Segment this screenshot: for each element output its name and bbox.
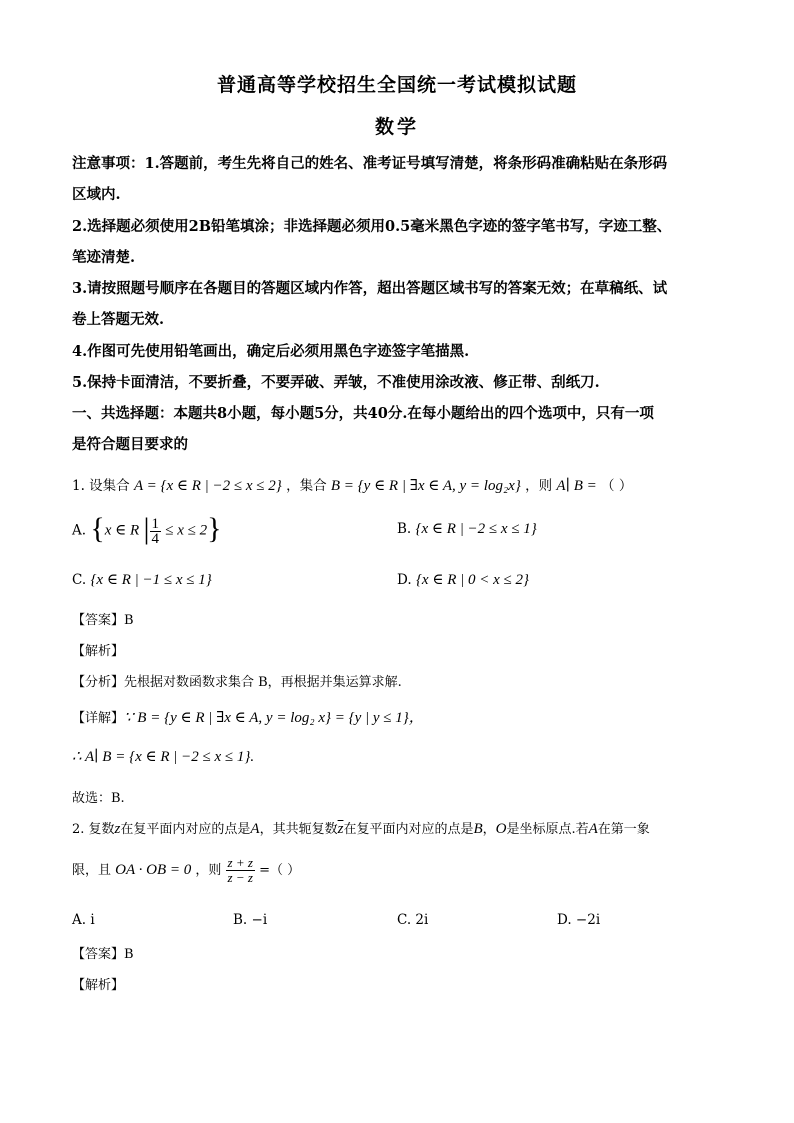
math-var: B (473, 821, 483, 837)
fraction-denominator: z − z (227, 870, 253, 885)
q2-option-b: B. −i (233, 912, 268, 928)
fraction (226, 856, 255, 885)
fraction (150, 517, 162, 546)
text: 在第一象 (597, 822, 650, 837)
q1-option-b (397, 519, 537, 538)
notice-line: 4.作图可先使用铅笔画出，确定后必须用黑色字迹签字笔描黑. (72, 343, 470, 360)
q1-detail-2 (72, 747, 732, 766)
text: 是坐标原点.若 (506, 822, 589, 837)
question-2-stem-line-2 (72, 856, 732, 885)
math-expr: OA · OB = 0 (115, 862, 192, 878)
notice-line: 笔迹清楚. (72, 249, 136, 266)
notice-line: 3.请按照题号顺序在各题目的答题区域内作答，超出答题区域书写的答案无效；在草稿纸、试 (72, 280, 668, 297)
detail-text: ∴ A∣ B = {x ∈ R | −2 ≤ x ≤ 1}. (72, 749, 255, 765)
brace-close: } (207, 512, 222, 545)
section-heading: 一、共选择题：本题共8小题，每小题5分，共40分.在每小题给出的四个选项中，只有一项 (72, 405, 654, 422)
option-text: {x ∈ R | −2 ≤ x ≤ 1} (415, 521, 537, 537)
exam-title: 普通高等学校招生全国统一考试模拟试题 (216, 74, 577, 96)
fraction-numerator: z + z (227, 855, 253, 870)
text: ，其共轭复数 (259, 822, 338, 837)
notice-line: 2.选择题必须使用2B铅笔填涂；非选择题必须用0.5毫米黑色字迹的签字笔书写，字迹工整、 (72, 218, 672, 235)
detail-text: ∵ B = {y ∈ R | ∃x ∈ A, y = log₂ x} = {y | y ≤ 1}， (124, 710, 424, 726)
notice-line: 卷上答题无效. (72, 311, 165, 328)
option-label: D. (397, 572, 412, 588)
option-label: A. (72, 522, 87, 539)
q1-option-d (397, 570, 529, 589)
notice-line: 5.保持卡面清洁，不要折叠，不要弄破、弄皱，不准使用涂改液、修正带、刮纸刀. (72, 374, 600, 391)
q2-answer: 【答案】B (72, 947, 134, 962)
math-var: O (495, 821, 507, 837)
bar-divider: | (143, 512, 150, 545)
brace-open: { (90, 512, 105, 545)
option-label: C. (72, 572, 87, 588)
subject-title: 数学 (374, 116, 419, 138)
notice-line: 区域内. (72, 186, 121, 203)
q2-option-a: A. i (72, 912, 95, 928)
text: 在复平面内对应的点是 (120, 822, 251, 837)
q1-detail-1 (72, 706, 732, 727)
text: ，则 (195, 863, 222, 878)
q2-option-d: D. −2i (557, 912, 601, 928)
option-text: {x ∈ R | −1 ≤ x ≤ 1} (90, 572, 212, 588)
q1-set-b: B = {y ∈ R | ∃x ∈ A, y = log₂x} (330, 478, 521, 494)
text: 限，且 (72, 863, 112, 878)
fraction-numerator: 1 (151, 515, 159, 532)
detail-label: 【详解】 (72, 711, 125, 726)
q1-option-c (72, 570, 212, 589)
q1-option-a (72, 514, 222, 548)
question-1-stem (72, 474, 732, 495)
q1-conclusion: 故选：B. (72, 791, 125, 806)
option-text: ≤ x ≤ 2 (165, 522, 208, 539)
q1-set-a: A = {x ∈ R | −2 ≤ x ≤ 2} (133, 478, 282, 494)
text: 2. 复数 (72, 822, 115, 837)
q1-answer: 【答案】B (72, 613, 134, 628)
text: 在复平面内对应的点是 (343, 822, 474, 837)
q1-expr: A∣ B = (556, 478, 597, 494)
math-var: z (114, 821, 121, 837)
q1-prefix: 1. 设集合 (72, 478, 130, 494)
option-text: {x ∈ R | 0 < x ≤ 2} (415, 572, 529, 588)
notice-line: 注意事项：1.答题前，考生先将自己的姓名、准考证号填写清楚，将条形码准确粘贴在条形码 (72, 155, 668, 172)
q1-mid: ，集合 (286, 478, 327, 494)
math-var: A (250, 821, 260, 837)
math-var: A (588, 821, 598, 837)
q1-suffix: ，则 (525, 478, 553, 494)
fraction-denominator: 4 (151, 530, 159, 547)
question-2-stem-line-1 (72, 818, 732, 838)
q2-analysis-label: 【解析】 (72, 978, 125, 993)
q2-option-c: C. 2i (397, 912, 429, 928)
q1-paren: （ ） (601, 478, 633, 494)
option-text: x ∈ R (104, 522, 140, 539)
text: ， (482, 822, 496, 837)
q1-analysis-label: 【解析】 (72, 644, 125, 659)
option-label: B. (397, 521, 412, 537)
text: =（ ） (259, 863, 301, 878)
math-var: $\overline{z}$ (337, 821, 344, 837)
section-heading: 是符合题目要求的 (72, 436, 188, 453)
q1-fenxi: 【分析】先根据对数函数求集合 B，再根据并集运算求解. (72, 675, 402, 690)
